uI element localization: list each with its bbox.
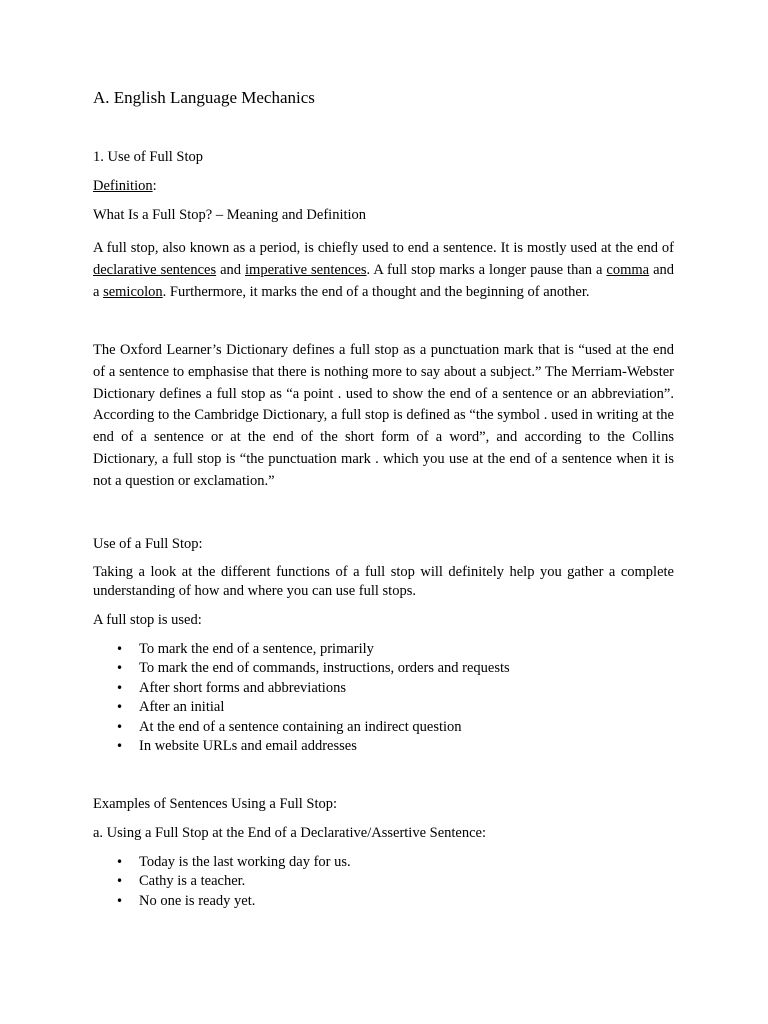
bullet-icon: • (116, 893, 124, 908)
uses-list (93, 640, 510, 756)
list-item (93, 718, 510, 737)
definition-heading: What Is a Full Stop? – Meaning and Definition (93, 207, 367, 223)
list-item-text: At the end of a sentence containing an indirect question (139, 718, 462, 735)
list-item (93, 872, 351, 891)
bullet-icon: • (116, 739, 124, 754)
section-title: A. English Language Mechanics (93, 88, 315, 107)
bullet-icon: • (116, 642, 124, 656)
list-item (93, 698, 510, 717)
bullet-icon: • (116, 719, 124, 734)
definition-colon: : (152, 178, 157, 194)
para1-text-4: and a (93, 261, 675, 300)
link-imperative-sentences[interactable]: imperative sentences (245, 261, 367, 278)
link-declarative-sentences[interactable]: declarative sentences (93, 261, 217, 278)
list-item-text: No one is ready yet. (139, 892, 256, 909)
para1-text-5: . Furthermore, it marks the end of a thought and the beginning of another. (162, 283, 590, 300)
bullet-icon: • (116, 700, 124, 715)
para1-text-1: A full stop, also known as a period, is chiefly used to end a sentence. It is mostly used at the end of (93, 240, 674, 256)
list-item-text: Today is the last working day for us. (139, 854, 351, 870)
list-item (93, 679, 510, 698)
list-item (93, 892, 351, 911)
list-item-text: After short forms and abbreviations (139, 679, 346, 696)
used-intro: A full stop is used: (93, 612, 202, 628)
bullet-icon: • (116, 680, 124, 695)
list-item-text: In website URLs and email addresses (139, 738, 357, 755)
list-item-text: To mark the end of commands, instructions, orders and requests (139, 660, 510, 677)
bullet-icon: • (116, 874, 124, 889)
link-semicolon[interactable]: semicolon (103, 283, 163, 300)
list-item (93, 737, 510, 756)
list-item-text: After an initial (139, 699, 225, 716)
list-item-text: To mark the end of a sentence, primarily (139, 641, 374, 657)
para1-text-3: . A full stop marks a longer pause than a (366, 261, 607, 278)
definition-label: Definition (93, 178, 153, 194)
subsection-title: 1. Use of Full Stop (93, 149, 203, 165)
definition-paragraph (93, 238, 674, 303)
examples-a-list (93, 853, 351, 911)
list-item (93, 853, 351, 872)
list-item (93, 640, 510, 659)
list-item (93, 659, 510, 678)
link-comma[interactable]: comma (606, 261, 650, 278)
definition-label-line (93, 177, 157, 195)
use-paragraph: Taking a look at the different functions of a full stop will definitely help you gather a complete understanding of how and where you can use full stops. (93, 564, 674, 599)
use-heading: Use of a Full Stop: (93, 536, 203, 552)
examples-heading: Examples of Sentences Using a Full Stop: (93, 796, 338, 812)
example-a-heading: a. Using a Full Stop at the End of a Declarative/Assertive Sentence: (93, 825, 487, 841)
dictionary-definitions-paragraph: The Oxford Learner’s Dictionary defines a full stop as a punctuation mark that is “used at the end of a sentence to emphasise that there is nothing more to say about a subject.” The Merriam-Webster Dictionary defines a full stop as “a point . used to show the end of a sentence or an abbreviation”. According to the Cambridge Dictionary, a full stop is defined as “the symbol . used in writing at the end of a sentence or at the end of the short form of a word”, and according to the Collins Dictionary, a full stop is “the punctuation mark . which you use at the end of a sentence when it is not a question or exclamation.” (93, 342, 674, 489)
list-item-text: Cathy is a teacher. (139, 873, 246, 890)
para1-text-2: and (216, 261, 246, 278)
bullet-icon: • (116, 661, 124, 676)
bullet-icon: • (116, 855, 124, 869)
